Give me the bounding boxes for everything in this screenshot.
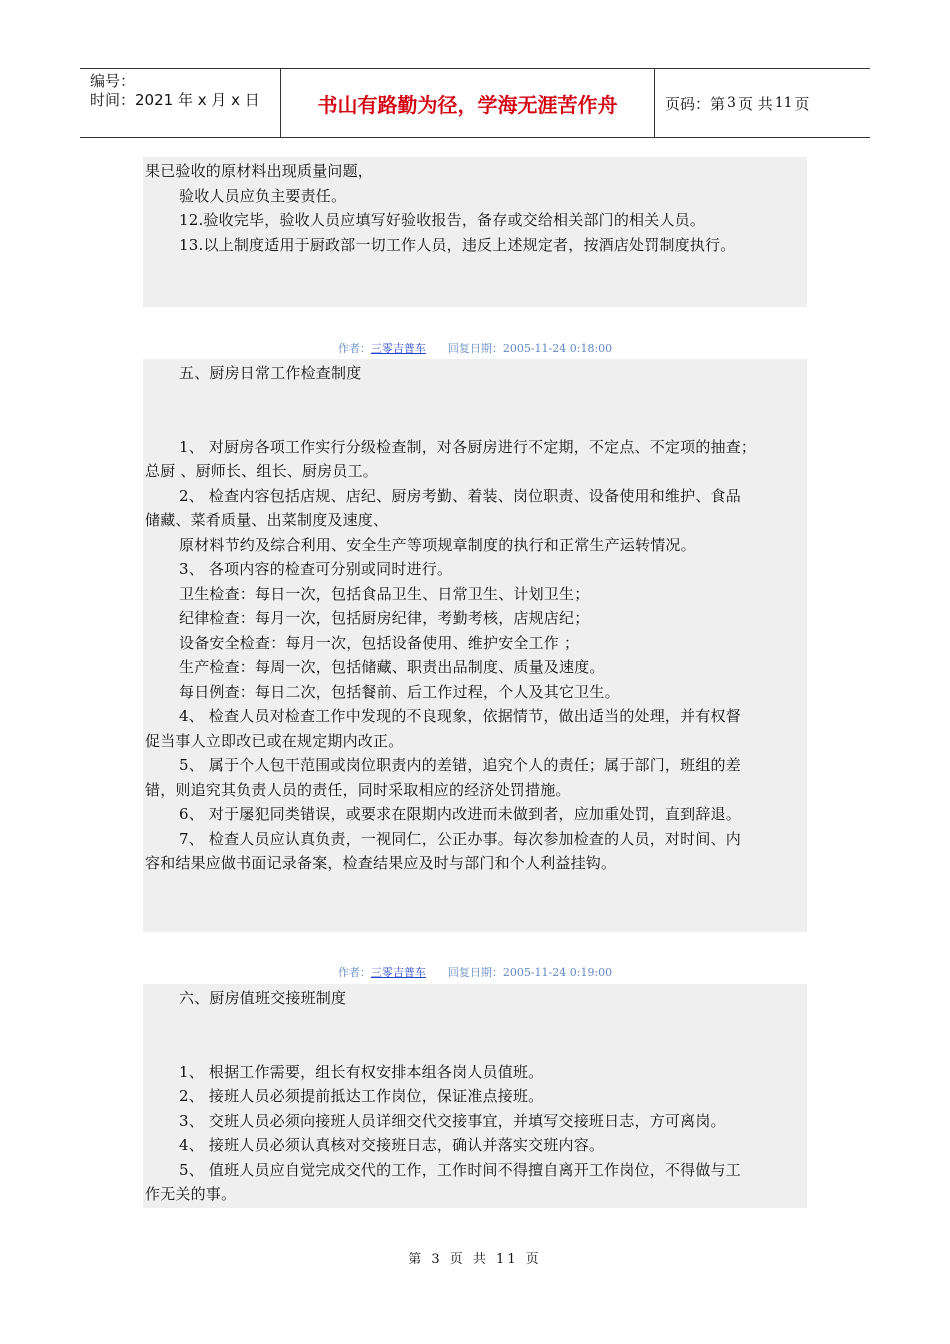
page-mid: 页 共 (737, 94, 773, 113)
body-line: 1、 对厨房各项工作实行分级检查制，对各厨房进行不定期，不定点、不定项的抽查； (179, 437, 757, 456)
body-line: 设备安全检查：每月一次，包括设备使用、维护安全工作 ； (179, 633, 580, 652)
header-number-label: 编号： (90, 72, 136, 90)
page-current: 3 (727, 95, 736, 111)
body-line: 错，则追究其负责人员的责任，同时采取相应的经济处罚措施。 (145, 780, 571, 799)
post-meta (0, 340, 950, 356)
header-info (80, 69, 281, 137)
page-suffix: 页 (794, 94, 810, 113)
body-line: 原材料节约及综合利用、安全生产等项规章制度的执行和正常生产运转情况。 (179, 535, 696, 554)
reply-date: 回复日期：2005-11-24 0:18:00 (447, 342, 613, 355)
body-line: 生产检查：每周一次，包括储藏、职责出品制度、质量及速度。 (179, 658, 605, 676)
section-receiving-rules (143, 157, 807, 307)
page-footer: 第 3 页 共 11 页 (408, 1252, 542, 1267)
body-line: 5、 属于个人包干范围或岗位职责内的差错，追究个人的责任；属于部门，班组的差 (179, 756, 741, 774)
body-line: 2、 接班人员必须提前抵达工作岗位，保证准点接班。 (179, 1087, 544, 1105)
body-line: 作无关的事。 (145, 1185, 237, 1203)
author-label: 作者： (337, 342, 371, 355)
header-page-number (655, 69, 870, 137)
body-line: 3、 交班人员必须向接班人员详细交代交接事宜，并填写交接班日志，方可离岗。 (179, 1111, 726, 1130)
section-title: 六、厨房值班交接班制度 (179, 989, 347, 1007)
body-line: 5、 值班人员应自觉完成交代的工作，工作时间不得擅自离开工作岗位，不得做与工 (179, 1160, 741, 1179)
body-line: 验收人员应负主要责任。 (179, 186, 347, 205)
body-line: 4、 检查人员对检查工作中发现的不良现象，依据情节，做出适当的处理，并有权督 (179, 707, 741, 725)
header-motto: 书山有路勤为径，学海无涯苦作舟 (281, 69, 655, 137)
page-total: 11 (774, 95, 793, 111)
section-daily-inspection (143, 359, 807, 932)
body-line: 总厨 、厨师长、组长、厨房员工。 (145, 462, 378, 480)
post-meta (0, 964, 950, 980)
body-line: 6、 对于屡犯同类错误，或要求在限期内改进而未做到者，应加重处罚，直到辞退。 (179, 805, 741, 823)
body-line: 3、 各项内容的检查可分别或同时进行。 (179, 560, 453, 578)
author-link[interactable]: 三零吉普车 (370, 966, 426, 979)
body-line: 容和结果应做书面记录备案，检查结果应及时与部门和个人利益挂钩。 (145, 854, 617, 872)
body-line: 12.验收完毕，验收人员应填写好验收报告，备存或交给相关部门的相关人员。 (179, 211, 706, 229)
body-line: 纪律检查：每月一次，包括厨房纪律，考勤考核，店规店纪； (179, 609, 590, 627)
section-title: 五、厨房日常工作检查制度 (179, 364, 362, 382)
author-label: 作者： (337, 966, 371, 979)
body-line: 13.以上制度适用于厨政部一切工作人员，违反上述规定者，按酒店处罚制度执行。 (179, 235, 736, 254)
body-line: 每日例查：每日二次，包括餐前、后工作过程，个人及其它卫生。 (179, 682, 620, 701)
body-line: 果已验收的原材料出现质量问题， (145, 162, 374, 180)
page-prefix: 页码：第 (665, 94, 726, 113)
reply-date: 回复日期：2005-11-24 0:19:00 (447, 966, 613, 979)
section-shift-handover (143, 984, 807, 1208)
body-line: 4、 接班人员必须认真核对交接班日志，确认并落实交班内容。 (179, 1136, 605, 1154)
body-line: 储藏、菜肴质量、出菜制度及速度、 (145, 511, 389, 529)
body-line: 7、 检查人员应认真负责，一视同仁，公正办事。每次参加检查的人员，对时间、内 (179, 829, 741, 848)
body-line: 卫生检查：每日一次，包括食品卫生、日常卫生、计划卫生； (179, 584, 590, 603)
body-line: 促当事人立即改已或在规定期内改正。 (145, 731, 404, 750)
body-line: 1、 根据工作需要，组长有权安排本组各岗人员值班。 (179, 1062, 544, 1081)
page-header (80, 68, 870, 138)
header-time: 时间：2021 年 x 月 x 日 (90, 91, 260, 109)
body-line: 2、 检查内容包括店规、店纪、厨房考勤、着装、岗位职责、设备使用和维护、食品 (179, 486, 741, 505)
author-link[interactable]: 三零吉普车 (370, 342, 426, 355)
